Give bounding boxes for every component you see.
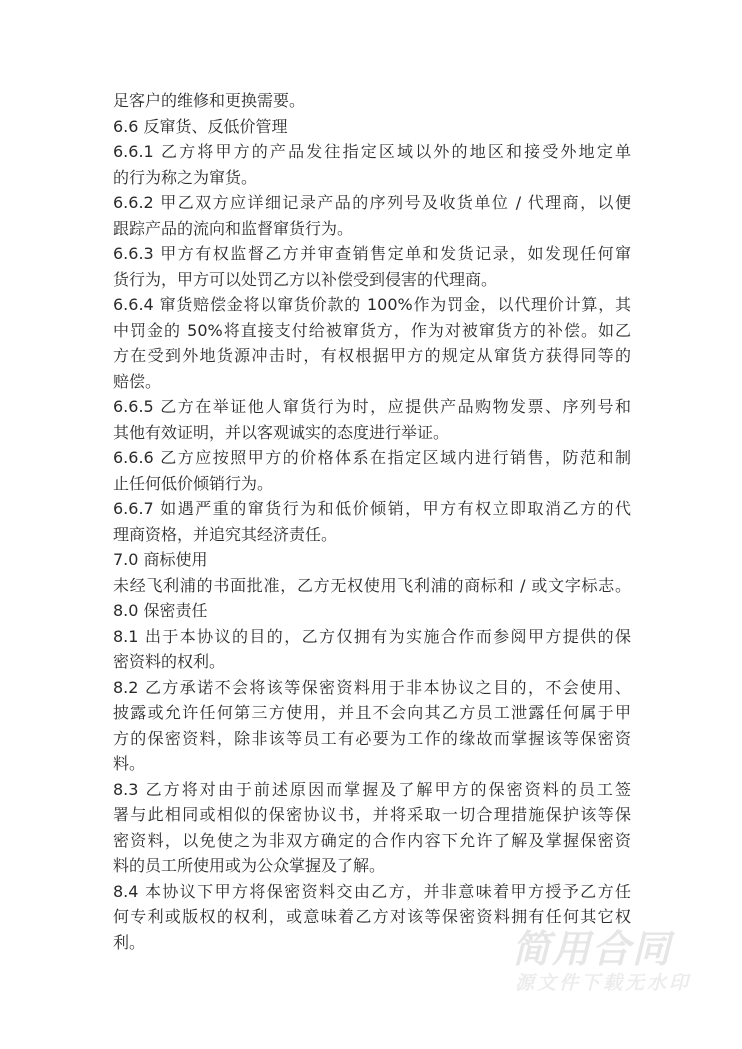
text-line: 的行为称之为窜货。 [113, 167, 258, 187]
text-line: 披露或允许任何第三方使用，并且不会向其乙方员工泄露任何属于甲 [113, 703, 631, 722]
text-line: 未经飞利浦的书面批准，乙方无权使用飞利浦的商标和 / 或文字标志。 [113, 575, 631, 595]
text-line: 6.6.6 乙方应按照甲方的价格体系在指定区域内进行销售，防范和制 [113, 448, 631, 467]
text-line: 6.6.2 甲乙双方应详细记录产品的序列号及收货单位 / 代理商，以便 [113, 193, 631, 212]
text-line: 6.6.4 窜货赔偿金将以窜货价款的 100%作为罚金，以代理价计算，其 [113, 295, 631, 314]
text-line: 6.6 反窜货、反低价管理 [113, 116, 288, 136]
text-line: 料的员工所使用或为公众掌握及了解。 [113, 856, 386, 875]
text-line: 料。 [113, 754, 146, 773]
text-line: 署与此相同或相似的保密协议书，并将采取一切合理措施保护该等保 [113, 805, 631, 824]
text-line: 方在受到外地货源冲击时，有权根据甲方的规定从窜货方获得同等的 [113, 346, 631, 365]
text-line: 利。 [113, 932, 146, 952]
text-line: 足客户的维修和更换需要。 [113, 91, 306, 110]
text-line: 6.6.3 甲方有权监督乙方并审查销售定单和发货记录，如发现任何窜 [113, 244, 631, 263]
watermark-title: 简用合同 [512, 927, 673, 971]
text-line: 6.6.5 乙方在举证他人窜货行为时，应提供产品购物发票、序列号和 [113, 397, 631, 416]
text-line: 6.6.1 乙方将甲方的产品发往指定区域以外的地区和接受外地定单 [113, 142, 631, 161]
text-line: 何专利或版权的权利，或意味着乙方对该等保密资料拥有任何其它权 [113, 907, 631, 926]
text-line: 其他有效证明，并以客观诚实的态度进行举证。 [113, 422, 450, 442]
text-line: 8.1 出于本协议的目的，乙方仅拥有为实施合作而参阅甲方提供的保 [113, 626, 631, 646]
text-line: 货行为，甲方可以处罚乙方以补偿受到侵害的代理商。 [113, 269, 498, 289]
text-line: 6.6.7 如遇严重的窜货行为和低价倾销，甲方有权立即取消乙方的代 [113, 499, 631, 518]
text-line: 8.2 乙方承诺不会将该等保密资料用于非本协议之目的，不会使用、 [113, 677, 631, 697]
text-line: 理商资格，并追究其经济责任。 [113, 524, 338, 544]
text-line: 8.3 乙方将对由于前述原因而掌握及了解甲方的保密资料的员工签 [113, 779, 631, 799]
text-line: 7.0 商标使用 [113, 550, 208, 569]
text-line: 赔偿。 [113, 371, 162, 391]
text-line: 密资料的权利。 [113, 652, 226, 671]
text-line: 8.0 保密责任 [113, 601, 208, 620]
text-line: 止任何低价倾销行为。 [113, 473, 274, 493]
watermark-subtitle: 源文件下载无水印 [515, 972, 692, 994]
text-line: 中罚金的 50%将直接支付给被窜货方，作为对被窜货方的补偿。如乙 [113, 320, 631, 340]
text-line: 8.4 本协议下甲方将保密资料交由乙方，并非意味着甲方授予乙方任 [113, 881, 631, 901]
text-line: 跟踪产品的流向和监督窜货行为。 [113, 218, 354, 238]
document-body [113, 88, 631, 955]
text-line: 密资料，以免使之为非双方确定的合作内容下允许了解及掌握保密资 [113, 830, 631, 850]
text-line: 方的保密资料，除非该等员工有必要为工作的缘故而掌握该等保密资 [113, 728, 631, 748]
